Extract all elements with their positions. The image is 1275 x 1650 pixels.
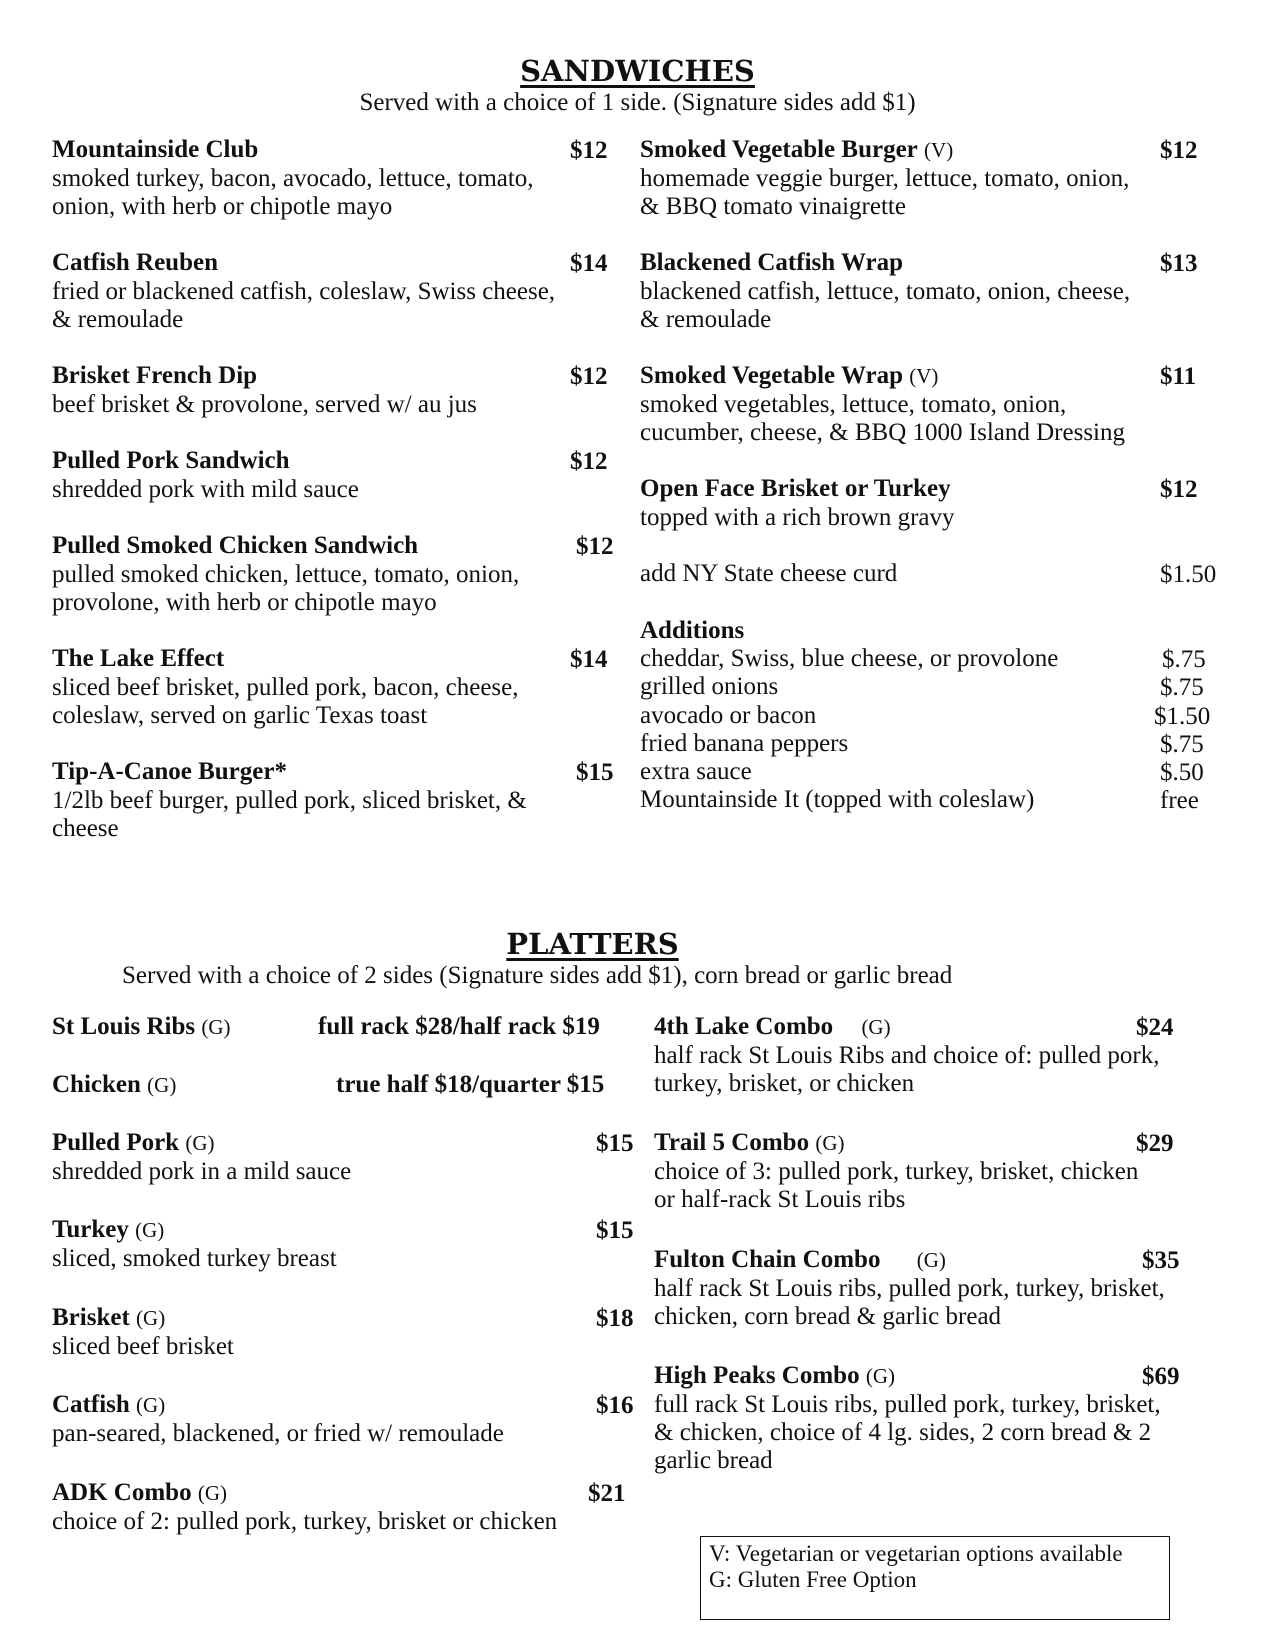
sandwiches-heading: SANDWICHES (520, 54, 755, 88)
item-price: $35 (1142, 1247, 1180, 1274)
item-name-line (52, 1304, 165, 1332)
item-price: $18 (596, 1305, 634, 1332)
gluten-free-tag: (G) (201, 1015, 231, 1039)
item-price: full rack $28/half rack $19 (318, 1013, 600, 1040)
item-price: $29 (1136, 1130, 1174, 1157)
item-name: Trail 5 Combo (654, 1129, 810, 1156)
item-description: 1/2lb beef burger, pulled pork, sliced brisket, & (52, 787, 527, 814)
item-price: $12 (570, 137, 608, 164)
item-price: $12 (1160, 476, 1198, 503)
sandwiches-subtitle: Served with a choice of 1 side. (Signature sides add $1) (359, 89, 916, 116)
item-description: full rack St Louis ribs, pulled pork, turkey, brisket, (654, 1391, 1161, 1418)
item-price: $11 (1160, 363, 1197, 390)
item-price: $15 (576, 759, 614, 786)
addition-price: free (1160, 787, 1199, 814)
item-description: pan-seared, blackened, or fried w/ remoulade (52, 1420, 504, 1447)
item-name-line (52, 1129, 215, 1157)
item-name-line (52, 1391, 165, 1419)
item-description: beef brisket & provolone, served w/ au jus (52, 391, 477, 418)
item-description: choice of 2: pulled pork, turkey, brisket or chicken (52, 1508, 558, 1535)
item-name: The Lake Effect (52, 645, 225, 672)
gluten-free-tag: (G) (135, 1218, 165, 1242)
gluten-free-tag: (G) (185, 1131, 215, 1155)
addition-price: $.75 (1160, 674, 1204, 701)
gluten-free-tag: (G) (197, 1481, 227, 1505)
item-name-line (52, 1479, 227, 1507)
item-description: chicken, corn bread & garlic bread (654, 1303, 1002, 1330)
gluten-free-tag: (G) (861, 1015, 891, 1039)
item-description: shredded pork in a mild sauce (52, 1158, 352, 1185)
addition-label: cheddar, Swiss, blue cheese, or provolone (640, 645, 1059, 672)
item-name: Smoked Vegetable Wrap (640, 362, 904, 389)
addition-price: $1.50 (1154, 703, 1211, 730)
item-name: High Peaks Combo (654, 1362, 860, 1389)
legend-box (700, 1536, 1170, 1620)
gluten-free-tag: (G) (136, 1306, 166, 1330)
item-price: true half $18/quarter $15 (336, 1071, 605, 1098)
item-price: $12 (576, 533, 614, 560)
item-price: $14 (570, 646, 608, 673)
item-name-line (640, 362, 938, 390)
gluten-free-tag: (G) (147, 1073, 177, 1097)
item-name-line (654, 1246, 946, 1274)
item-name: Catfish Reuben (52, 249, 218, 276)
item-name: Blackened Catfish Wrap (640, 249, 904, 276)
item-price: $24 (1136, 1014, 1174, 1041)
item-name: Brisket (52, 1304, 130, 1331)
item-description: garlic bread (654, 1447, 773, 1474)
item-description: blackened catfish, lettuce, tomato, onion, cheese, (640, 278, 1131, 305)
item-description: & BBQ tomato vinaigrette (640, 193, 906, 220)
item-description: smoked turkey, bacon, avocado, lettuce, tomato, (52, 165, 534, 192)
item-description: smoked vegetables, lettuce, tomato, onion, (640, 391, 1067, 418)
addition-price: $.75 (1160, 731, 1204, 758)
item-description: cheese (52, 815, 119, 842)
item-description: fried or blackened catfish, coleslaw, Swiss cheese, (52, 278, 556, 305)
legend-vegetarian: V: Vegetarian or vegetarian options available (709, 1541, 1123, 1566)
item-name: Pulled Pork Sandwich (52, 447, 290, 474)
item-name-line (654, 1129, 845, 1157)
addition-label: Mountainside It (topped with coleslaw) (640, 786, 1035, 813)
item-description: & remoulade (640, 306, 772, 333)
additions-title: Additions (640, 617, 745, 644)
item-description: choice of 3: pulled pork, turkey, brisket, chicken (654, 1158, 1139, 1185)
item-price: $69 (1142, 1363, 1180, 1390)
item-name: Catfish (52, 1391, 130, 1418)
vegetarian-tag: (V) (909, 364, 939, 388)
item-description: onion, with herb or chipotle mayo (52, 193, 393, 220)
item-name: Open Face Brisket or Turkey (640, 475, 951, 502)
item-description: shredded pork with mild sauce (52, 476, 359, 503)
item-name-line (52, 1216, 164, 1244)
item-price: $12 (570, 363, 608, 390)
item-name-line (640, 136, 953, 164)
item-description: half rack St Louis Ribs and choice of: pulled pork, (654, 1042, 1160, 1069)
gluten-free-tag: (G) (865, 1364, 895, 1388)
legend-gluten-free: G: Gluten Free Option (709, 1567, 917, 1592)
item-name-line (654, 1362, 895, 1390)
cheese-curd-price: $1.50 (1160, 561, 1217, 588)
platters-heading: PLATTERS (506, 927, 679, 961)
item-name: Mountainside Club (52, 136, 259, 163)
item-name-line (654, 1013, 891, 1041)
item-description: sliced beef brisket (52, 1333, 234, 1360)
gluten-free-tag: (G) (136, 1393, 166, 1417)
platters-subtitle: Served with a choice of 2 sides (Signature sides add $1), corn bread or garlic bread (122, 962, 953, 989)
item-price: $16 (596, 1392, 634, 1419)
item-name: Pulled Smoked Chicken Sandwich (52, 532, 419, 559)
item-price: $21 (588, 1480, 626, 1507)
item-description: homemade veggie burger, lettuce, tomato, onion, (640, 165, 1130, 192)
item-price: $15 (596, 1217, 634, 1244)
item-name: Fulton Chain Combo (654, 1246, 881, 1273)
item-description: & remoulade (52, 306, 184, 333)
item-price: $12 (1160, 137, 1198, 164)
item-description: coleslaw, served on garlic Texas toast (52, 702, 428, 729)
addition-label: extra sauce (640, 758, 752, 785)
item-name: Turkey (52, 1216, 129, 1243)
item-description: half rack St Louis ribs, pulled pork, turkey, brisket, (654, 1275, 1165, 1302)
item-description: provolone, with herb or chipotle mayo (52, 589, 437, 616)
item-name: Smoked Vegetable Burger (640, 136, 918, 163)
item-price: $13 (1160, 250, 1198, 277)
item-name: Brisket French Dip (52, 362, 258, 389)
item-name-line (52, 1013, 231, 1041)
addition-price: $.75 (1162, 646, 1206, 673)
item-name: Pulled Pork (52, 1129, 180, 1156)
vegetarian-tag: (V) (924, 138, 954, 162)
item-name: 4th Lake Combo (654, 1013, 834, 1040)
item-price: $14 (570, 250, 608, 277)
item-name-line (52, 1071, 176, 1099)
item-description: sliced, smoked turkey breast (52, 1245, 337, 1272)
item-description: turkey, brisket, or chicken (654, 1070, 915, 1097)
item-name: Chicken (52, 1071, 141, 1098)
item-name: ADK Combo (52, 1479, 192, 1506)
item-description: sliced beef brisket, pulled pork, bacon, cheese, (52, 674, 519, 701)
addition-label: grilled onions (640, 673, 779, 700)
item-description: pulled smoked chicken, lettuce, tomato, onion, (52, 561, 520, 588)
item-price: $12 (570, 448, 608, 475)
item-description: cucumber, cheese, & BBQ 1000 Island Dressing (640, 419, 1125, 446)
addition-price: $.50 (1160, 759, 1204, 786)
item-name: Tip-A-Canoe Burger* (52, 758, 287, 785)
item-description: topped with a rich brown gravy (640, 504, 955, 531)
gluten-free-tag: (G) (815, 1131, 845, 1155)
addition-label: avocado or bacon (640, 702, 817, 729)
item-price: $15 (596, 1130, 634, 1157)
item-description: or half-rack St Louis ribs (654, 1186, 906, 1213)
cheese-curd-label: add NY State cheese curd (640, 560, 898, 587)
gluten-free-tag: (G) (916, 1248, 946, 1272)
item-description: & chicken, choice of 4 lg. sides, 2 corn bread & 2 (654, 1419, 1152, 1446)
item-name: St Louis Ribs (52, 1013, 196, 1040)
addition-label: fried banana peppers (640, 730, 849, 757)
